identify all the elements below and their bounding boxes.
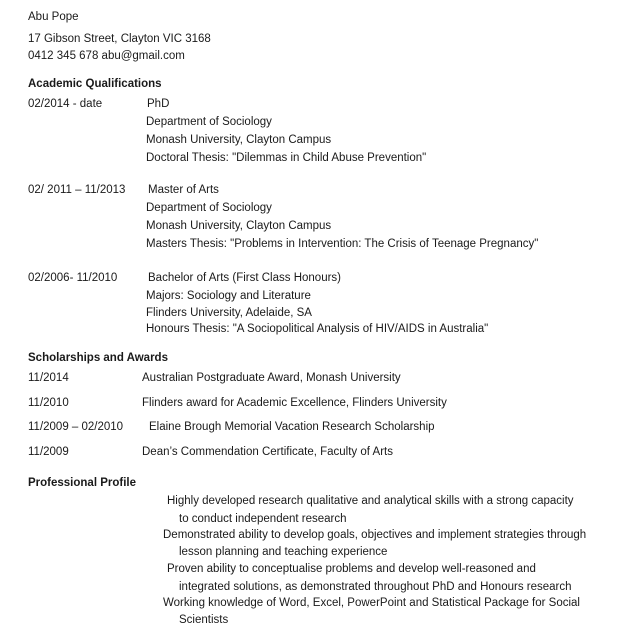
profile-item-line: Proven ability to conceptualise problems and develop well-reasoned and: [167, 563, 536, 575]
profile-item-line: lesson planning and teaching experience: [179, 546, 388, 558]
award-date: 11/2009: [28, 446, 69, 458]
profile-item-line: Highly developed research qualitative and analytical skills with a strong capacity: [167, 495, 574, 507]
qualification-date: 02/2006- 11/2010: [28, 272, 118, 284]
academic-heading: Academic Qualifications: [28, 78, 162, 90]
applicant-name: Abu Pope: [28, 11, 79, 23]
qualification-line: Masters Thesis: "Problems in Intervention: The Crisis of Teenage Pregnancy": [146, 238, 539, 250]
phone-email: 0412 345 678 abu@gmail.com: [28, 50, 185, 62]
qualification-line: Bachelor of Arts (First Class Honours): [148, 272, 342, 284]
award-text: Elaine Brough Memorial Vacation Research Scholarship: [149, 421, 435, 433]
qualification-line: Majors: Sociology and Literature: [146, 290, 311, 302]
award-date: 11/2009 – 02/2010: [28, 421, 124, 433]
qualification-line: Monash University, Clayton Campus: [146, 134, 332, 146]
award-text: Dean’s Commendation Certificate, Faculty of Arts: [142, 446, 393, 458]
profile-item-line: integrated solutions, as demonstrated throughout PhD and Honours research: [179, 581, 572, 593]
profile-item-line: Demonstrated ability to develop goals, objectives and implement strategies through: [163, 529, 587, 541]
award-text: Flinders award for Academic Excellence, Flinders University: [142, 397, 447, 409]
award-date: 11/2010: [28, 397, 69, 409]
profile-item-line: to conduct independent research: [179, 513, 347, 525]
profile-heading: Professional Profile: [28, 477, 137, 489]
address: 17 Gibson Street, Clayton VIC 3168: [28, 33, 211, 45]
qualification-line: Master of Arts: [148, 184, 219, 196]
qualification-line: Department of Sociology: [146, 116, 272, 128]
award-date: 11/2014: [28, 372, 69, 384]
qualification-line: Department of Sociology: [146, 202, 272, 214]
profile-item-line: Working knowledge of Word, Excel, PowerPoint and Statistical Package for Social: [163, 597, 580, 609]
qualification-line: Honours Thesis: "A Sociopolitical Analysis of HIV/AIDS in Australia": [146, 323, 489, 335]
qualification-line: Monash University, Clayton Campus: [146, 220, 332, 232]
qualification-line: Doctoral Thesis: "Dilemmas in Child Abuse Prevention": [146, 152, 427, 164]
qualification-date: 02/ 2011 – 11/2013: [28, 184, 126, 196]
award-text: Australian Postgraduate Award, Monash University: [142, 372, 401, 384]
profile-item-line: Scientists: [179, 614, 229, 626]
awards-heading: Scholarships and Awards: [28, 352, 168, 364]
qualification-line: Flinders University, Adelaide, SA: [146, 307, 312, 319]
qualification-date: 02/2014 - date: [28, 98, 103, 110]
qualification-line: PhD: [147, 98, 170, 110]
